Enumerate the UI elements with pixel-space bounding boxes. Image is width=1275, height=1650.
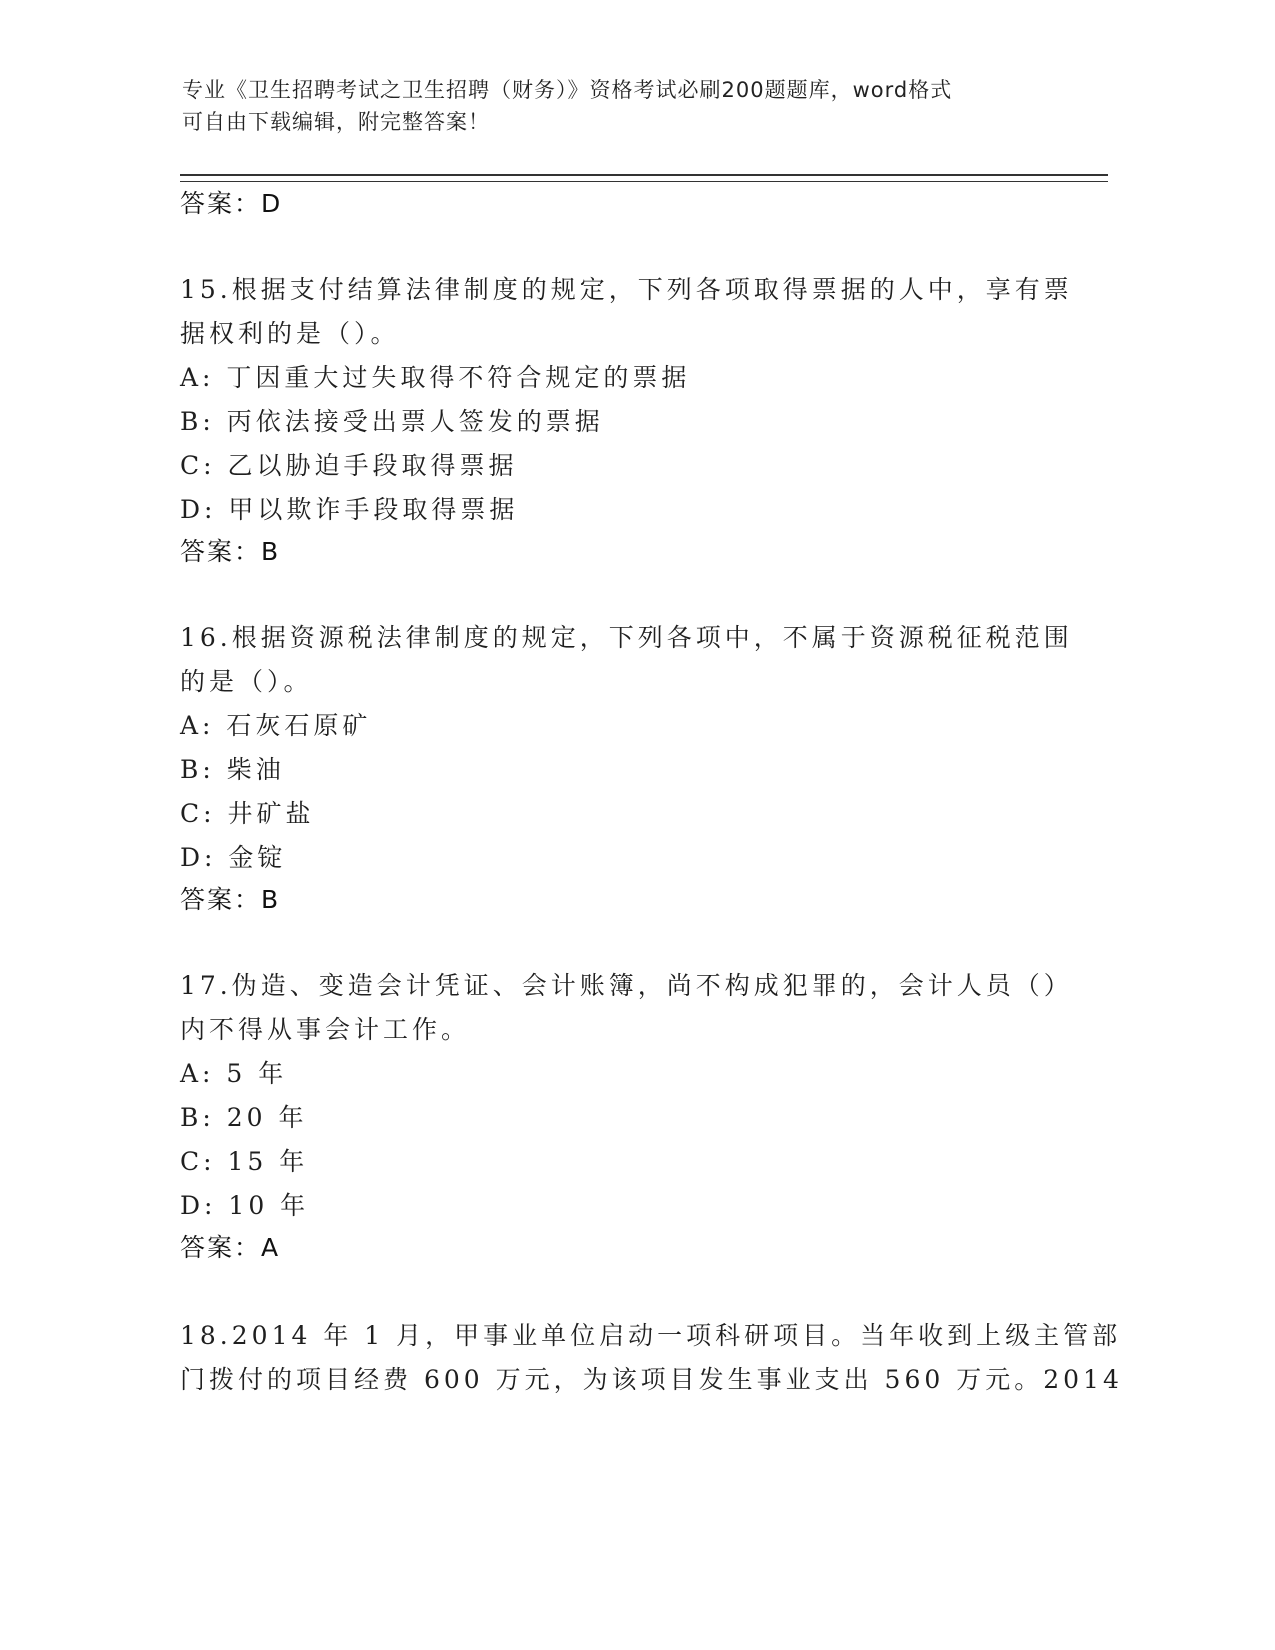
question-18-stem-line-1: 18.2014 年 1 月，甲事业单位启动一项科研项目。当年收到上级主管部 xyxy=(180,1321,1122,1350)
question-16-option-c: C: 井矿盐 xyxy=(180,799,315,828)
question-15-option-c: C: 乙以胁迫手段取得票据 xyxy=(180,451,518,480)
question-16-answer: 答案：B xyxy=(180,885,281,914)
header-title-line-1: 专业《卫生招聘考试之卫生招聘（财务）》资格考试必刷200题题库，word格式 xyxy=(182,78,953,102)
question-18-stem-line-2: 门拨付的项目经费 600 万元，为该项目发生事业支出 560 万元。2014 xyxy=(180,1365,1123,1394)
question-15-option-a: A: 丁因重大过失取得不符合规定的票据 xyxy=(180,363,691,392)
question-17-stem-line-1: 17.伪造、变造会计凭证、会计账簿，尚不构成犯罪的，会计人员（） xyxy=(180,971,1073,1000)
question-17-option-c: C: 15 年 xyxy=(180,1147,309,1176)
header-divider-thick xyxy=(180,174,1108,176)
header-title-line-2: 可自由下载编辑，附完整答案！ xyxy=(182,110,490,134)
question-17-stem-line-2: 内不得从事会计工作。 xyxy=(180,1015,471,1044)
question-15-option-d: D: 甲以欺诈手段取得票据 xyxy=(180,495,519,524)
question-15-answer: 答案：B xyxy=(180,537,281,566)
header-divider-thin xyxy=(180,181,1108,182)
question-16-option-a: A: 石灰石原矿 xyxy=(180,711,372,740)
question-16-option-d: D: 金锭 xyxy=(180,843,287,872)
question-15-stem-line-1: 15.根据支付结算法律制度的规定，下列各项取得票据的人中，享有票 xyxy=(180,275,1073,304)
previous-answer: 答案：D xyxy=(180,189,283,218)
question-15-stem-line-2: 据权利的是（）。 xyxy=(180,319,400,348)
question-15-option-b: B: 丙依法接受出票人签发的票据 xyxy=(180,407,604,436)
question-16-stem-line-2: 的是（）。 xyxy=(180,667,313,696)
document-header xyxy=(182,74,1062,138)
question-17-answer: 答案：A xyxy=(180,1233,281,1262)
question-17-option-b: B: 20 年 xyxy=(180,1103,308,1132)
question-17-option-d: D: 10 年 xyxy=(180,1191,310,1220)
question-17-option-a: A: 5 年 xyxy=(180,1059,288,1088)
question-16-option-b: B: 柴油 xyxy=(180,755,285,784)
question-16-stem-line-1: 16.根据资源税法律制度的规定，下列各项中，不属于资源税征税范围 xyxy=(180,623,1073,652)
